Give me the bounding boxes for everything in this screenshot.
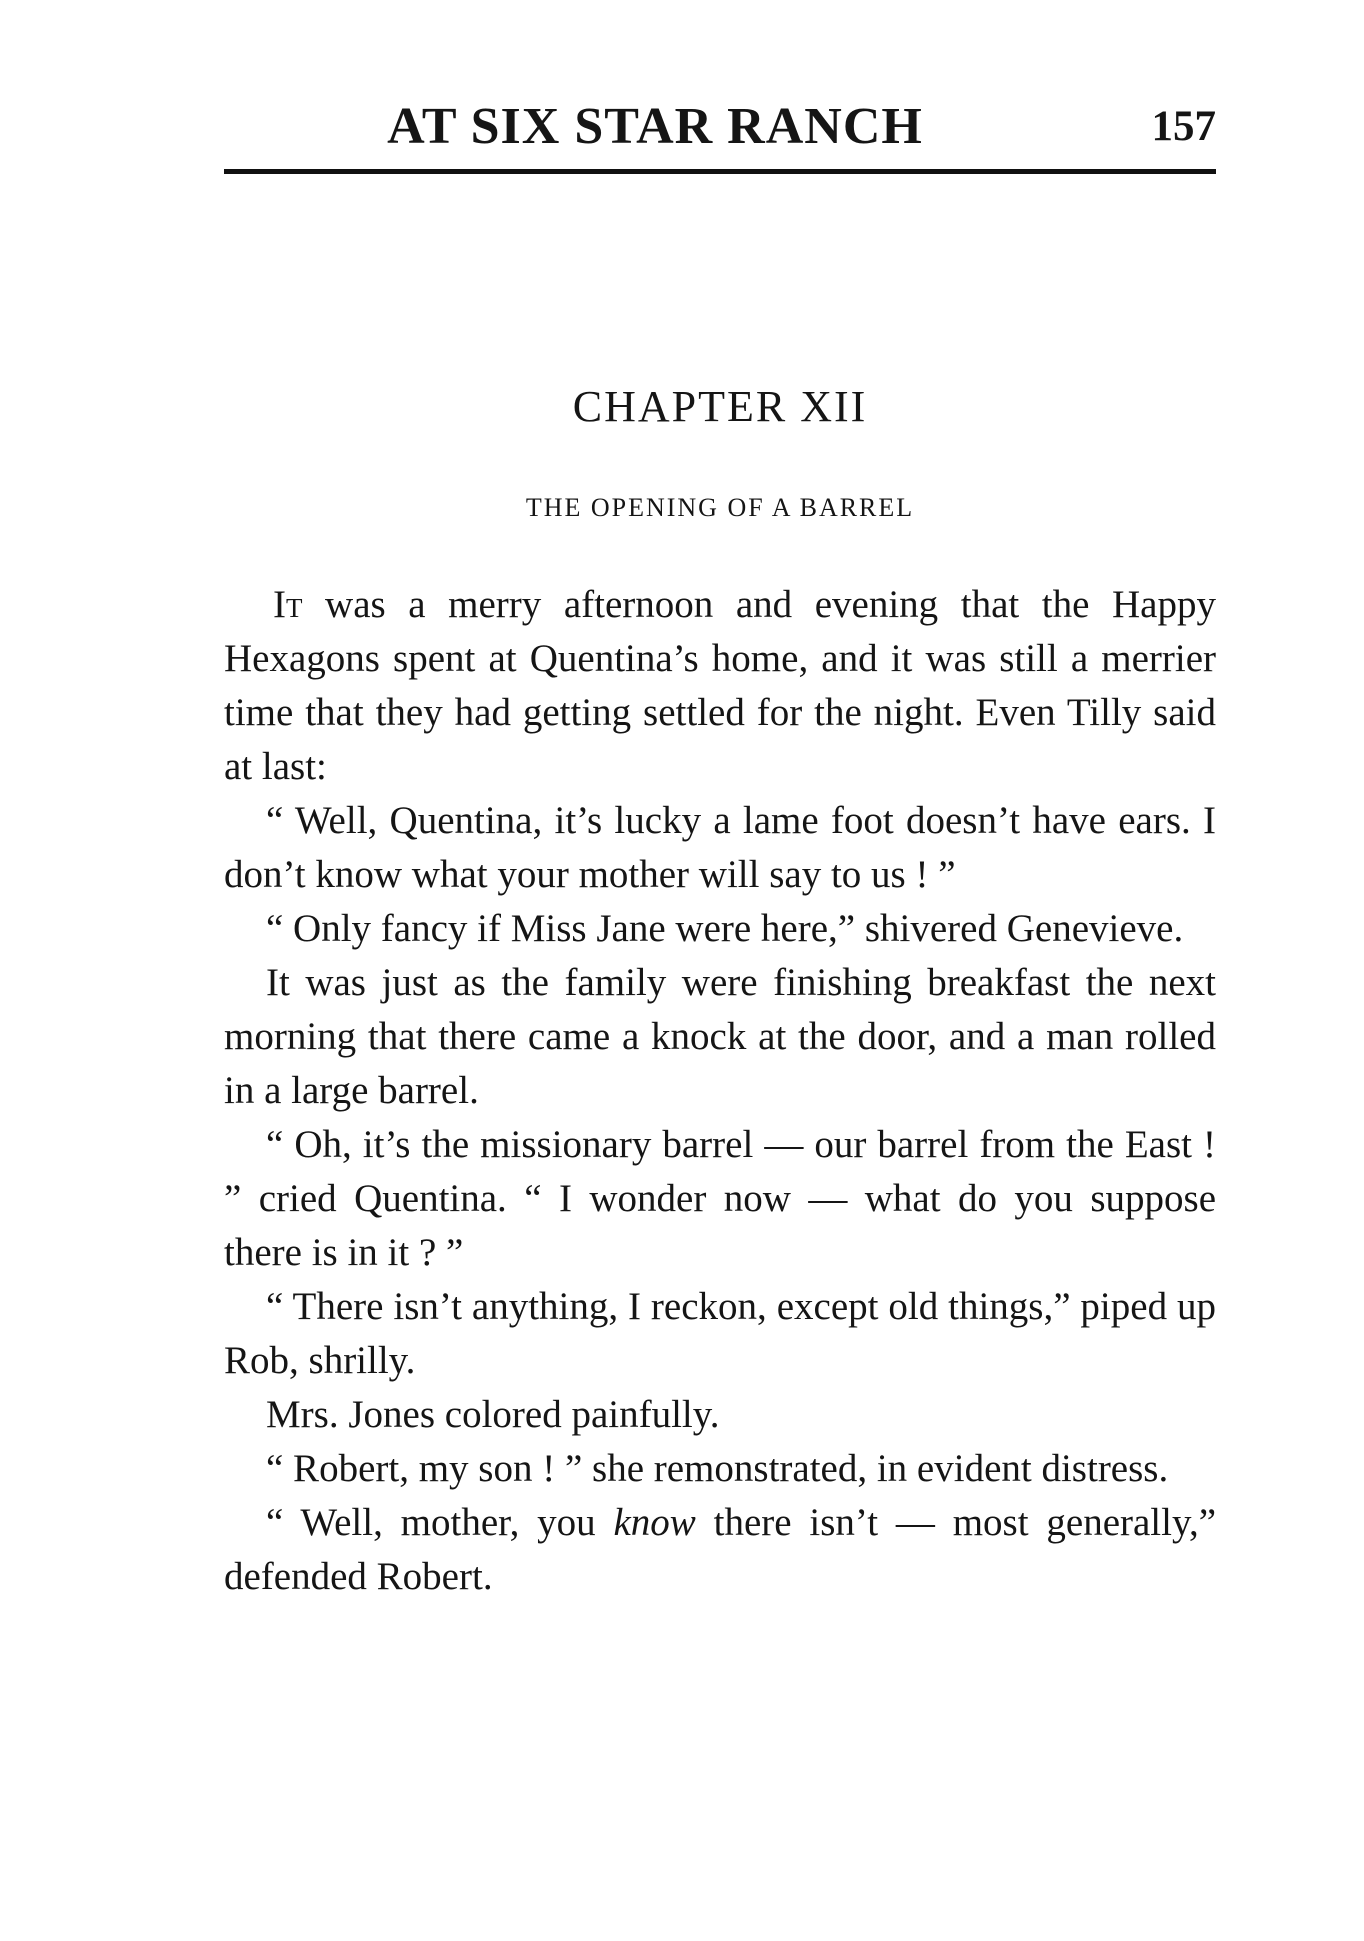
running-head — [224, 92, 1216, 162]
paragraph-8: “ Robert, my son ! ” she remonstrated, in evident distress. — [266, 1447, 1169, 1490]
paragraph-5: “ Oh, it’s the missionary barrel — our barrel from the East ! ” cried Quentina. “ I wonder now — what do you suppose there is in it ? ” — [224, 1123, 1216, 1274]
paragraph-1 — [224, 578, 1216, 794]
running-title: AT SIX STAR RANCH — [387, 98, 923, 155]
chapter-heading: CHAPTER XII — [572, 382, 868, 431]
paragraph-4: It was just as the family were finishing breakfast the next morning that there came a knock at the door, and a man rolled in a large barrel. — [224, 961, 1216, 1112]
emphasized-word: know — [613, 1501, 696, 1544]
paragraph-3: “ Only fancy if Miss Jane were here,” shivered Genevieve. — [266, 907, 1184, 950]
paragraph-7: Mrs. Jones colored painfully. — [266, 1393, 720, 1436]
chapter-subtitle: THE OPENING OF A BARREL — [525, 493, 915, 522]
body-text — [224, 578, 1216, 1604]
paragraph-text: was a merry afternoon and evening that the Happy Hexagons spent at Quentina’s home, and it was still a merrier time that they had getting settled for the night. Even Tilly said at last: — [224, 583, 1216, 788]
paragraph-2: “ Well, Quentina, it’s lucky a lame foot doesn’t have ears. I don’t know what your mother will say to us ! ” — [224, 799, 1216, 896]
paragraph-6: “ There isn’t anything, I reckon, except old things,” piped up Rob, shrilly. — [224, 1285, 1216, 1382]
paragraph-text-before: “ Well, mother, you — [266, 1501, 614, 1544]
page-number: 157 — [1151, 103, 1216, 150]
paragraph-9 — [224, 1496, 1216, 1604]
header-rule — [224, 169, 1216, 174]
paragraph-lead-word: It — [273, 583, 303, 626]
paragraph-text-after: there isn’t — most generally,” defended Robert. — [224, 1501, 1216, 1598]
